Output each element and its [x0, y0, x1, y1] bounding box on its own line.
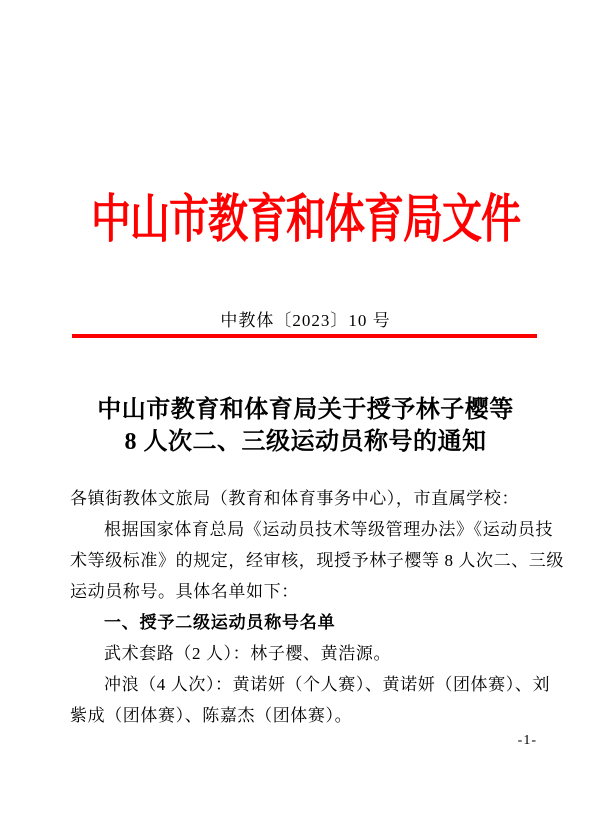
body-line: 根据国家体育总局《运动员技术等级管理办法》《运动员技: [104, 520, 554, 539]
notice-title-line2: 8 人次二、三级运动员称号的通知: [124, 429, 487, 455]
page-number: -1-: [517, 733, 537, 748]
body-line: 术等级标准》的规定，经审核，现授予林子樱等 8 人次二、三级: [70, 551, 564, 570]
red-divider-rule: [72, 334, 537, 338]
body-line: 冲浪（4 人次）：黄诺妍（个人赛）、黄诺妍（团体赛）、刘: [104, 675, 551, 694]
body-line: 紫成（团体赛）、陈嘉杰（团体赛）。: [70, 706, 353, 725]
body-line: 运动员称号。具体名单如下：: [70, 582, 299, 601]
document-masthead: [0, 190, 611, 249]
notice-title: [0, 394, 611, 458]
document-body: [70, 483, 564, 731]
body-line: 武术套路（2 人）：林子樱、黄浩源。: [104, 644, 392, 663]
document-number: 中教体〔2023〕10 号: [220, 311, 391, 330]
body-line-salutation: 各镇街教体文旅局（教育和体育事务中心），市直属学校：: [70, 489, 520, 508]
masthead-title: 中山市教育和体育局文件: [91, 190, 520, 249]
notice-title-line1: 中山市教育和体育局关于授予林子樱等: [97, 397, 514, 423]
section-heading: 一、授予二级运动员称号名单: [104, 613, 336, 632]
